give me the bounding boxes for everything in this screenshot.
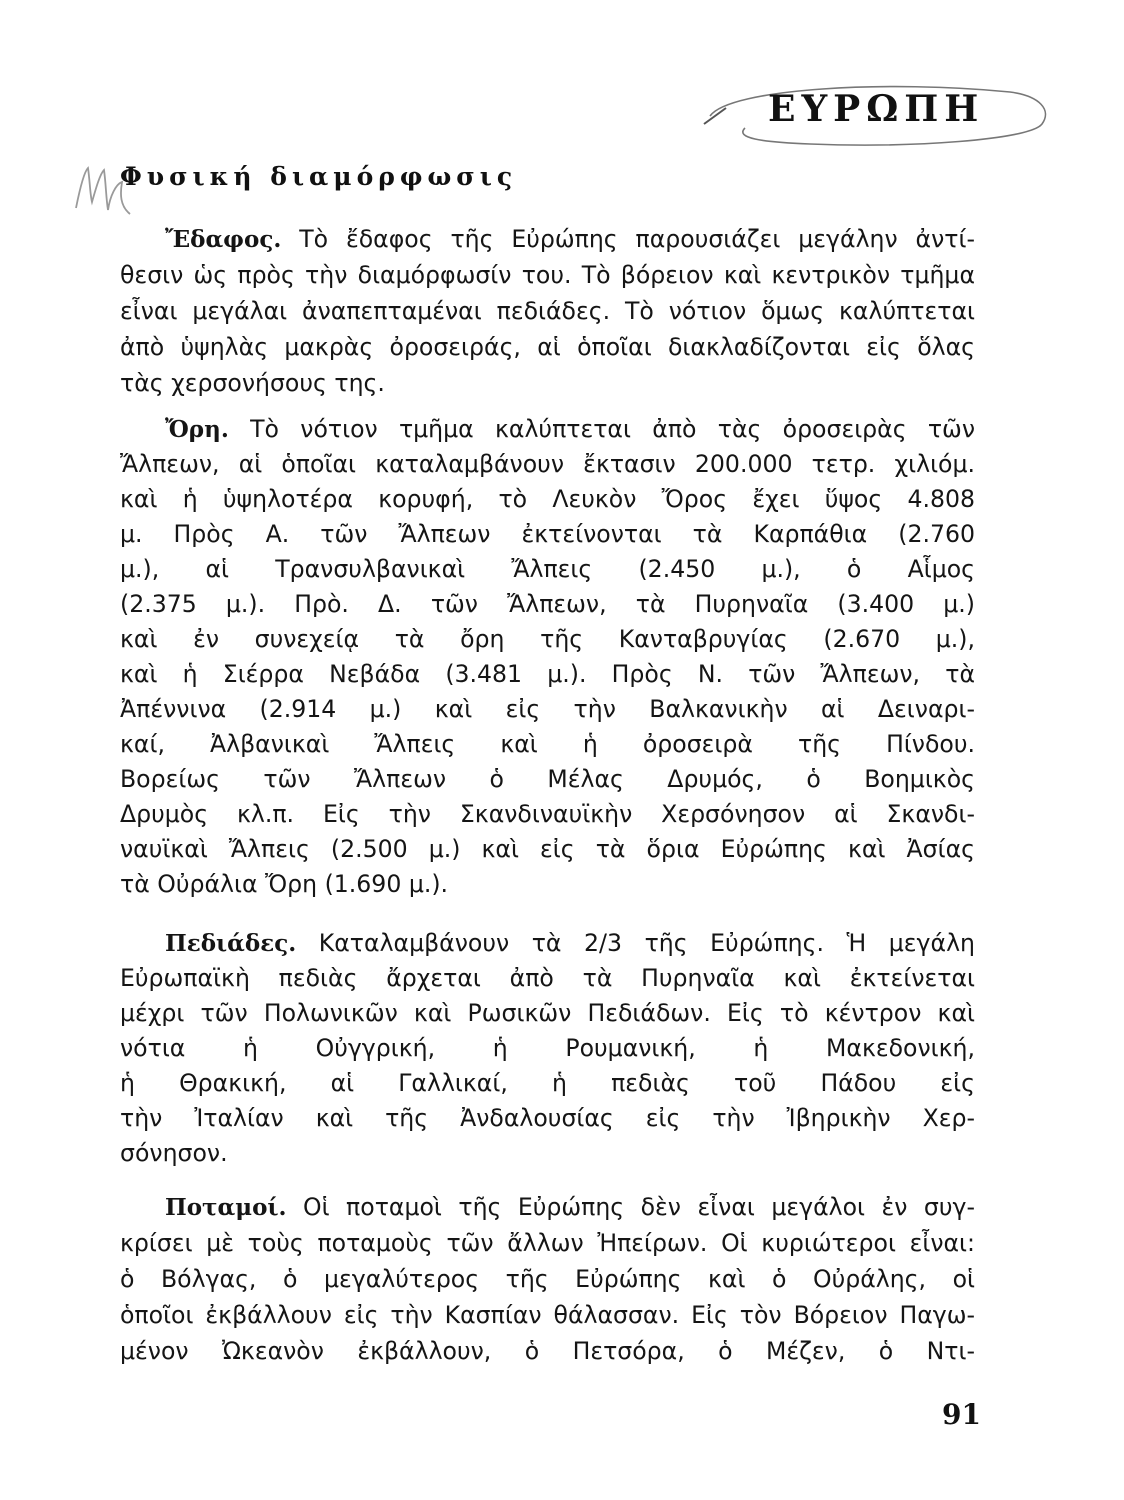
- paragraph-line: Ποταμοί. Οἱ ποταμοὶ τῆς Εὐρώπης δὲν εἶναι μεγάλοι ἐν συγ-: [165, 1193, 975, 1221]
- paragraph-line: Πεδιάδες. Καταλαμβάνουν τὰ 2/3 τῆς Εὐρώπης. Ἡ μεγάλη: [165, 929, 975, 957]
- section-heading: Φυσική διαμόρφωσις: [120, 162, 518, 191]
- paragraph-line: Δρυμὸς κλ.π. Εἰς τὴν Σκανδιναυϊκὴν Χερσόνησον αἱ Σκανδι-: [120, 800, 975, 828]
- paragraph-line: ἀπὸ ὑψηλὰς μακρὰς ὀροσειράς, αἱ ὁποῖαι διακλαδίζονται εἰς ὅλας: [120, 333, 975, 361]
- paragraph-line: ὁ Βόλγας, ὁ μεγαλύτερος τῆς Εὐρώπης καὶ ὁ Οὐράλης, οἱ: [120, 1265, 975, 1293]
- paragraph-line: Εὐρωπαϊκὴ πεδιὰς ἄρχεται ἀπὸ τὰ Πυρηναῖα καὶ ἐκτείνεται: [120, 964, 975, 992]
- paragraph-line: τὰς χερσονήσους της.: [120, 369, 385, 397]
- paragraph-line: ὁποῖοι ἐκβάλλουν εἰς τὴν Κασπίαν θάλασσαν. Εἰς τὸν Βόρειον Παγω-: [120, 1301, 975, 1329]
- paragraph-line: μ. Πρὸς Α. τῶν Ἄλπεων ἐκτείνονται τὰ Καρπάθια (2.760: [120, 520, 975, 548]
- paragraph-line: καὶ ἐν συνεχείᾳ τὰ ὄρη τῆς Κανταβρυγίας (2.670 μ.),: [120, 625, 975, 653]
- paragraph-term: Ἔδαφος.: [165, 226, 282, 253]
- paragraph-line: εἶναι μεγάλαι ἀναπεπταμέναι πεδιάδες. Τὸ νότιον ὅμως καλύπτεται: [120, 297, 975, 325]
- paragraph-line: ναυϊκαὶ Ἄλπεις (2.500 μ.) καὶ εἰς τὰ ὅρια Εὐρώπης καὶ Ἀσίας: [120, 835, 975, 863]
- paragraph-line: τὴν Ἰταλίαν καὶ τῆς Ἀνδαλουσίας εἰς τὴν Ἰβηρικὴν Χερ-: [120, 1104, 975, 1132]
- page-header-title: ΕΥΡΩΠΗ: [768, 88, 985, 130]
- paragraph-line: Ἄλπεων, αἱ ὁποῖαι καταλαμβάνουν ἔκτασιν 200.000 τετρ. χιλιόμ.: [120, 450, 975, 478]
- paragraph-line: θεσιν ὡς πρὸς τὴν διαμόρφωσίν του. Τὸ βόρειον καὶ κεντρικὸν τμῆμα: [120, 261, 975, 289]
- paragraph-line: μέχρι τῶν Πολωνικῶν καὶ Ρωσικῶν Πεδιάδων. Εἰς τὸ κέντρον καὶ: [120, 999, 975, 1027]
- paragraph-term: Ὄρη.: [165, 416, 229, 443]
- paragraph-term: Πεδιάδες.: [165, 930, 297, 957]
- paragraph-line: μ.), αἱ Τρανσυλβανικαὶ Ἄλπεις (2.450 μ.), ὁ Αἷμος: [120, 555, 975, 583]
- paragraph-line: σόνησον.: [120, 1139, 228, 1167]
- paragraph-line: νότια ἡ Οὐγγρική, ἡ Ρουμανική, ἡ Μακεδονική,: [120, 1034, 975, 1062]
- paragraph-line: Ἀπέννινα (2.914 μ.) καὶ εἰς τὴν Βαλκανικὴν αἱ Δειναρι-: [120, 695, 975, 723]
- paragraph-line: καὶ ἡ Σιέρρα Νεβάδα (3.481 μ.). Πρὸς Ν. τῶν Ἄλπεων, τὰ: [120, 660, 975, 688]
- paragraph-line: μένον Ὠκεανὸν ἐκβάλλουν, ὁ Πετσόρα, ὁ Μέζεν, ὁ Ντι-: [120, 1337, 975, 1365]
- paragraph-line: Ἔδαφος. Τὸ ἔδαφος τῆς Εὐρώπης παρουσιάζει μεγάλην ἀντί-: [165, 225, 975, 253]
- paragraph-line: Βορείως τῶν Ἄλπεων ὁ Μέλας Δρυμός, ὁ Βοημικὸς: [120, 765, 975, 793]
- paragraph-line: ἡ Θρακική, αἱ Γαλλικαί, ἡ πεδιὰς τοῦ Πάδου εἰς: [120, 1069, 975, 1097]
- paragraph-line: καὶ ἡ ὑψηλοτέρα κορυφή, τὸ Λευκὸν Ὄρος ἔχει ὕψος 4.808: [120, 485, 975, 513]
- paragraph-line: κρίσει μὲ τοὺς ποταμοὺς τῶν ἄλλων Ἠπείρων. Οἱ κυριώτεροι εἶναι:: [120, 1229, 975, 1257]
- page-number: 91: [942, 1398, 981, 1431]
- paragraph-line: καί, Ἀλβανικαὶ Ἄλπεις καὶ ἡ ὀροσειρὰ τῆς Πίνδου.: [120, 730, 975, 758]
- paragraph-term: Ποταμοί.: [165, 1194, 287, 1221]
- paragraph-line: (2.375 μ.). Πρὸ. Δ. τῶν Ἄλπεων, τὰ Πυρηναῖα (3.400 μ.): [120, 590, 975, 618]
- paragraph-line: τὰ Οὐράλια Ὄρη (1.690 μ.).: [120, 870, 449, 898]
- paragraph-line: Ὄρη. Τὸ νότιον τμῆμα καλύπτεται ἀπὸ τὰς ὀροσειρὰς τῶν: [165, 415, 975, 443]
